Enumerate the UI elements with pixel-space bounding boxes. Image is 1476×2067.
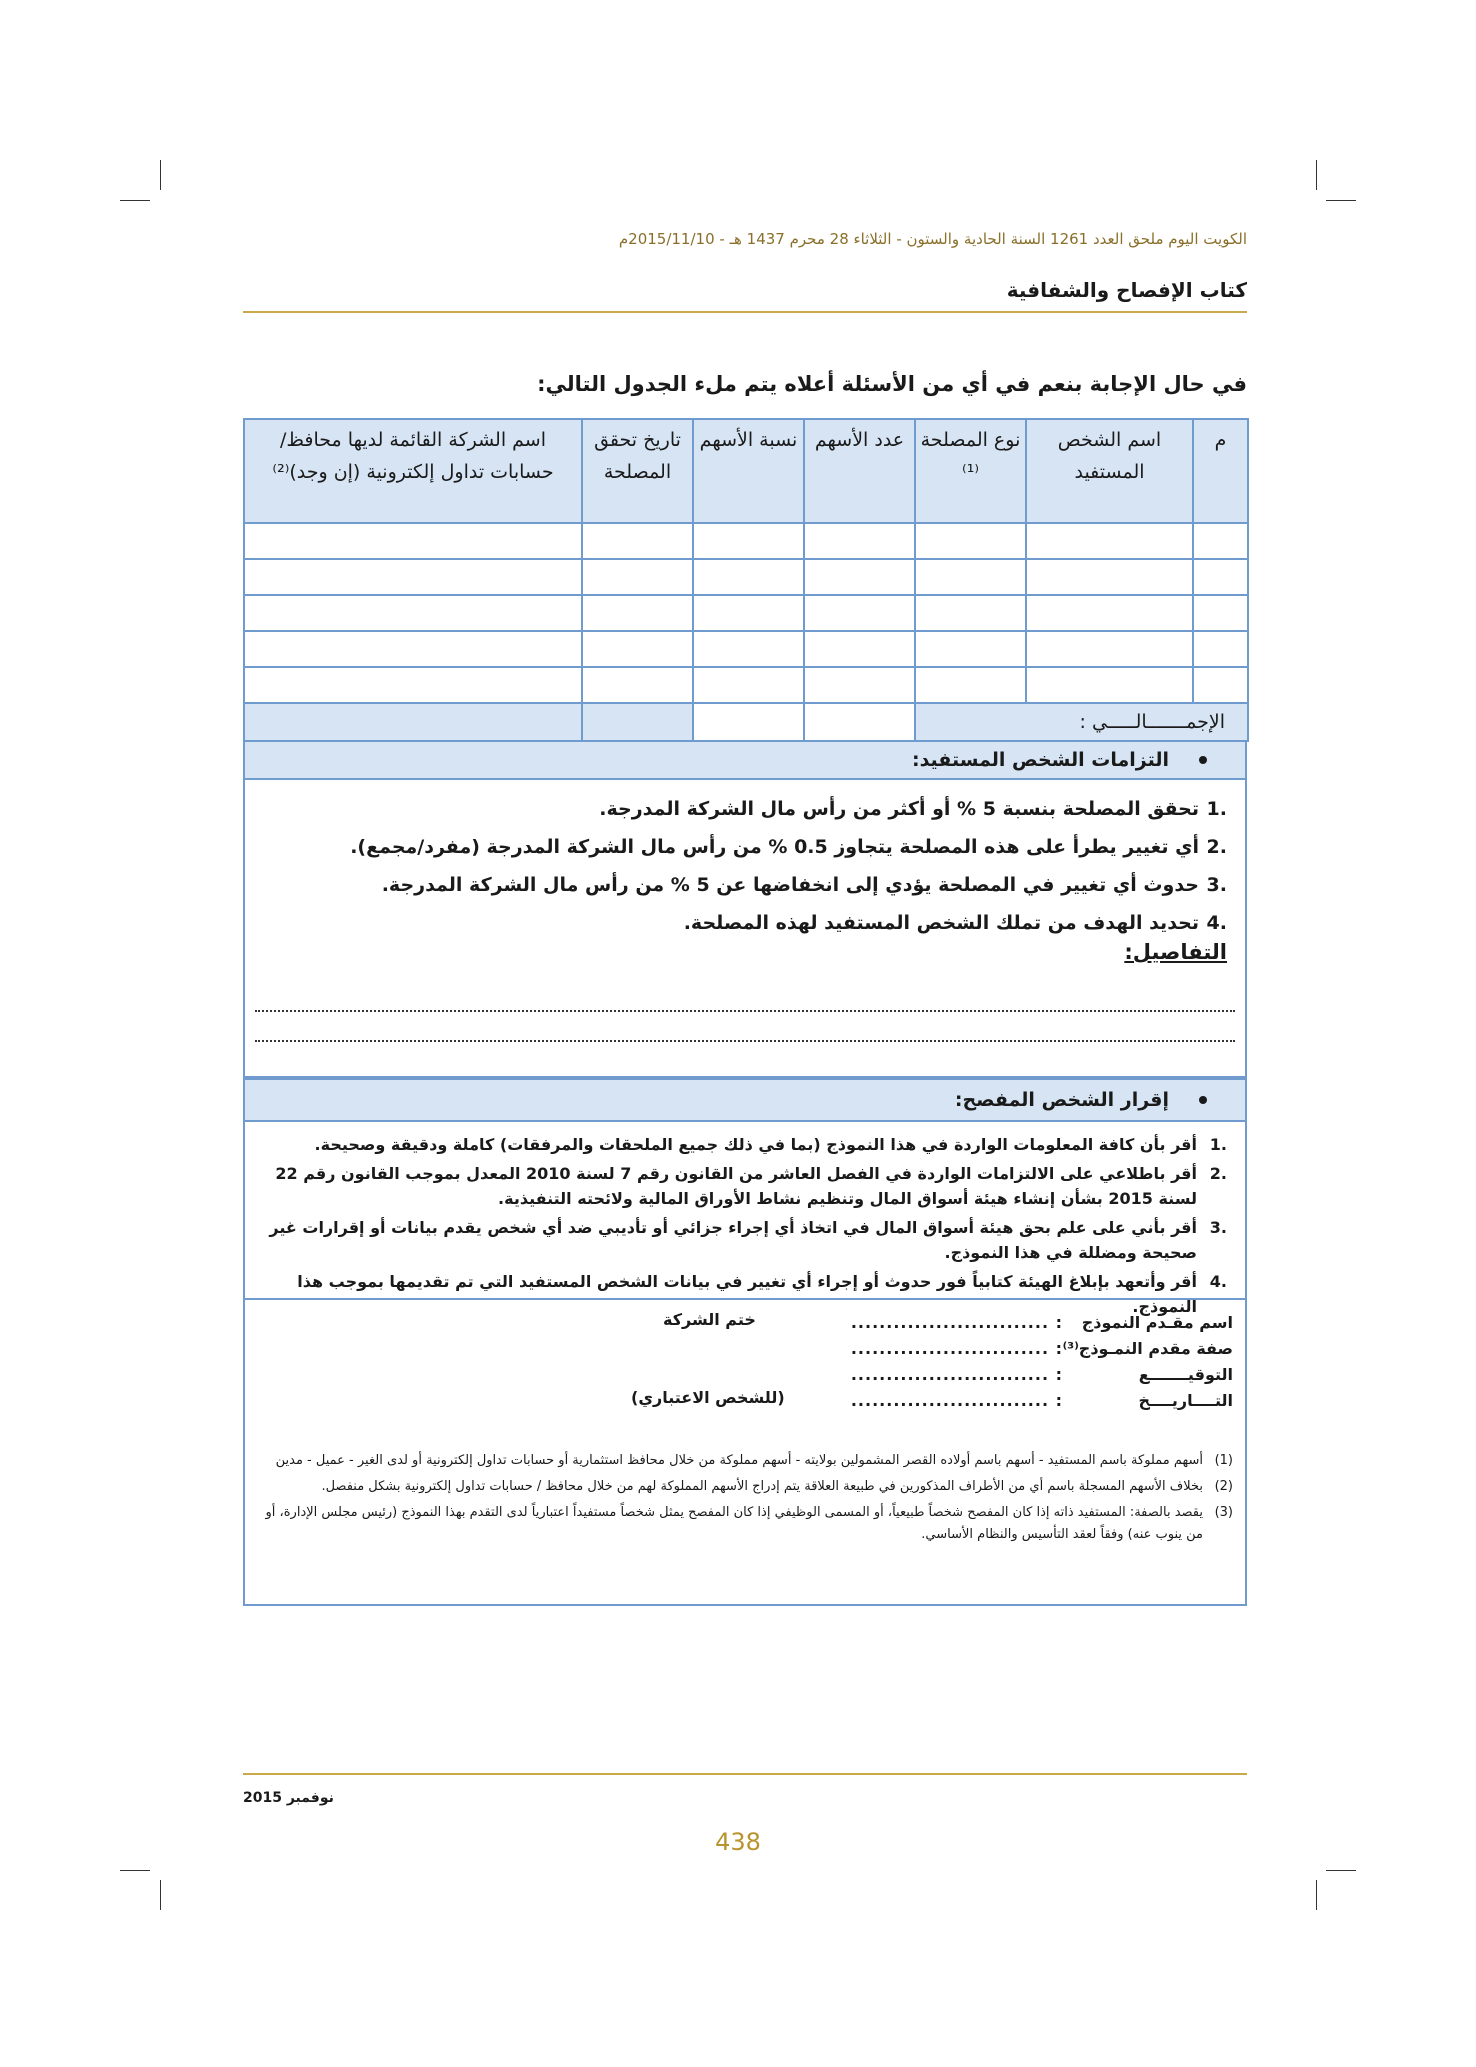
details-line-1[interactable] [255, 1008, 1235, 1012]
company-stamp-label: ختم الشركة [663, 1310, 756, 1329]
declaration-heading-bar [243, 1078, 1247, 1122]
page-number: 438 [715, 1828, 761, 1856]
list-item: (2) بخلاف الأسهم المسجلة باسم أي من الأطراف المذكورين في طبيعة العلاقة يتم إدراج الأسهم المملوكة لهم من خلال محافظ / حسابات تداول إلكترونية بشكل منفصل. [321, 1479, 1233, 1494]
total-cell-shaded [582, 703, 693, 741]
table-cell[interactable] [693, 559, 804, 595]
table-row [244, 667, 1248, 703]
table-cell[interactable] [915, 667, 1026, 703]
table-cell[interactable] [693, 667, 804, 703]
table-cell[interactable] [915, 523, 1026, 559]
table-cell[interactable] [1026, 595, 1193, 631]
table-cell[interactable] [915, 559, 1026, 595]
table-row [244, 595, 1248, 631]
col-header-company-accounts: اسم الشركة القائمة لديها محافظ/ حسابات تداول إلكترونية (إن وجد)⁽²⁾ [244, 419, 582, 523]
table-cell[interactable] [804, 667, 915, 703]
table-cell[interactable] [582, 523, 693, 559]
crop-mark [160, 160, 161, 190]
table-cell[interactable] [582, 631, 693, 667]
table-cell[interactable] [693, 523, 804, 559]
crop-mark [1326, 1870, 1356, 1871]
table-row [244, 559, 1248, 595]
beneficiary-table [243, 418, 1249, 742]
date-row: التــــاريــــخ : ............................ [823, 1388, 1233, 1414]
publication-line: الكويت اليوم ملحق العدد 1261 السنة الحادية والستون - الثلاثاء 28 محرم 1437 هـ - 2015/11/10م [618, 230, 1247, 248]
col-header-interest-date: تاريخ تحقق المصلحة [582, 419, 693, 523]
declaration-box [243, 1122, 1247, 1316]
submitter-capacity-field[interactable]: : ............................ [850, 1339, 1063, 1358]
signature-block [245, 1300, 1245, 1475]
crop-mark [120, 1870, 150, 1871]
list-item: (3) يقصد بالصفة: المستفيد ذاته إذا كان المفصح شخصاً طبيعياً، أو المسمى الوظيفي إذا كان المفصح يمثل شخصاً مستفيداً اعتبارياً لدى التقدم بهذا النموذج (رئيس مجلس الإدارة، أو من ينوب عنه) وفقاً لعقد التأسيس والنظام الأساسي. [265, 1505, 1233, 1542]
signature-row: التوقيـــــــع : ............................ [823, 1362, 1233, 1388]
stamp-note: (للشخص الاعتباري) [631, 1388, 785, 1407]
table-cell[interactable] [915, 595, 1026, 631]
table-cell[interactable] [1193, 559, 1248, 595]
declaration-heading: إقرار الشخص المفصح: [954, 1089, 1169, 1111]
table-row [244, 631, 1248, 667]
details-line-2[interactable] [255, 1038, 1235, 1042]
total-share-ratio-cell[interactable] [693, 703, 804, 741]
list-item: .1 تحقق المصلحة بنسبة 5 % أو أكثر من رأس مال الشركة المدرجة. [599, 798, 1227, 820]
obligations-heading-bar [243, 740, 1247, 780]
book-title-text: كتاب الإفصاح والشفافية [1006, 278, 1247, 302]
table-cell[interactable] [1193, 523, 1248, 559]
footer-date: نوفمبر 2015 [243, 1790, 334, 1806]
table-cell[interactable] [1193, 595, 1248, 631]
table-cell[interactable] [244, 523, 582, 559]
table-cell[interactable] [804, 595, 915, 631]
list-item: .2 أي تغيير يطرأ على هذه المصلحة يتجاوز 0.5 % من رأس مال الشركة المدرجة (مفرد/مجمع). [350, 836, 1227, 858]
table-cell[interactable] [693, 595, 804, 631]
table-cell[interactable] [582, 559, 693, 595]
col-header-share-ratio: نسبة الأسهم [693, 419, 804, 523]
book-title-visible [243, 278, 1247, 302]
list-item: .2 أقر باطلاعي على الالتزامات الواردة في الفصل العاشر من القانون رقم 7 لسنة 2010 المعدل بموجب القانون رقم 22 لسنة 2015 بشأن إنشاء هيئة أسواق المال وتنظيم نشاط الأوراق المالية ولائحته التنفيذية. [275, 1164, 1227, 1208]
table-cell[interactable] [1026, 667, 1193, 703]
footer-rule [243, 1773, 1247, 1775]
table-cell[interactable] [582, 595, 693, 631]
declaration-list [257, 1132, 1227, 1323]
list-item: .3 أقر بأني على علم بحق هيئة أسواق المال في اتخاذ أي إجراء جزائي أو تأديبي ضد أي شخص يقدم بيانات أو إقرارات غير صحيحة ومضللة في هذا النموذج. [269, 1218, 1227, 1262]
table-cell[interactable] [582, 667, 693, 703]
table-cell[interactable] [1026, 523, 1193, 559]
date-field[interactable]: : ............................ [850, 1391, 1063, 1410]
col-header-index: م [1193, 419, 1248, 523]
col-header-beneficiary-name: اسم الشخص المستفيد [1026, 419, 1193, 523]
table-cell[interactable] [244, 559, 582, 595]
crop-mark [1316, 160, 1317, 190]
submitter-name-field[interactable]: : ............................ [850, 1313, 1063, 1332]
crop-mark [120, 200, 150, 201]
signature-box [243, 1300, 1247, 1606]
footnotes-list [257, 1450, 1233, 1550]
list-item: .3 حدوث أي تغيير في المصلحة يؤدي إلى انخفاضها عن 5 % من رأس مال الشركة المدرجة. [381, 874, 1227, 896]
table-cell[interactable] [1026, 559, 1193, 595]
crop-mark [160, 1880, 161, 1910]
details-label: التفاصيل: [1124, 940, 1227, 964]
crop-mark [1326, 200, 1356, 201]
crop-mark [1316, 1880, 1317, 1910]
obligations-heading: التزامات الشخص المستفيد: [911, 749, 1169, 771]
table-total-row [244, 703, 1248, 741]
obligations-list [265, 790, 1227, 942]
total-cell-shaded [244, 703, 582, 741]
list-item: (1) أسهم مملوكة باسم المستفيد - أسهم باسم أولاده القصر المشمولين بولايته - أسهم مملوكة من خلال محافظ استثمارية أو حسابات تداول إلكترونية أو لدى الغير - عميل - مدين [275, 1453, 1233, 1468]
table-header-row [244, 419, 1248, 523]
bullet-icon [1199, 1096, 1207, 1104]
table-cell[interactable] [804, 559, 915, 595]
bullet-icon [1199, 756, 1207, 764]
intro-text: في حال الإجابة بنعم في أي من الأسئلة أعلاه يتم ملء الجدول التالي: [537, 372, 1247, 396]
table-cell[interactable] [693, 631, 804, 667]
header-rule [243, 311, 1247, 313]
table-cell[interactable] [915, 631, 1026, 667]
total-share-count-cell[interactable] [804, 703, 915, 741]
table-row [244, 523, 1248, 559]
signature-field[interactable]: : ............................ [850, 1365, 1063, 1384]
table-cell[interactable] [1193, 631, 1248, 667]
submitter-name-row: اسم مقـدم النموذج : ............................ [823, 1310, 1233, 1336]
list-item: .4 أقر وأتعهد بإبلاغ الهيئة كتابياً فور حدوث أو إجراء أي تغيير في بيانات الشخص المستفيد التي تم تقديمها بموجب هذا النموذج. [297, 1272, 1227, 1316]
table-cell[interactable] [244, 595, 582, 631]
obligations-box [243, 780, 1247, 1078]
submitter-capacity-row: صفة مقدم النمـوذج⁽³⁾ : ............................ [823, 1336, 1233, 1362]
table-cell[interactable] [804, 631, 915, 667]
table-cell[interactable] [804, 523, 915, 559]
total-label: الإجمـــــــالـــــي : [915, 703, 1248, 741]
table-cell[interactable] [1026, 631, 1193, 667]
table-cell[interactable] [1193, 667, 1248, 703]
list-item: .4 تحديد الهدف من تملك الشخص المستفيد لهذه المصلحة. [683, 912, 1227, 934]
table-cell[interactable] [244, 667, 582, 703]
col-header-interest-type: نوع المصلحة ⁽¹⁾ [915, 419, 1026, 523]
list-item: .1 أقر بأن كافة المعلومات الواردة في هذا النموذج (بما في ذلك جميع الملحقات والمرفقات) كاملة ودقيقة وصحيحة. [314, 1135, 1227, 1154]
col-header-share-count: عدد الأسهم [804, 419, 915, 523]
table-cell[interactable] [244, 631, 582, 667]
